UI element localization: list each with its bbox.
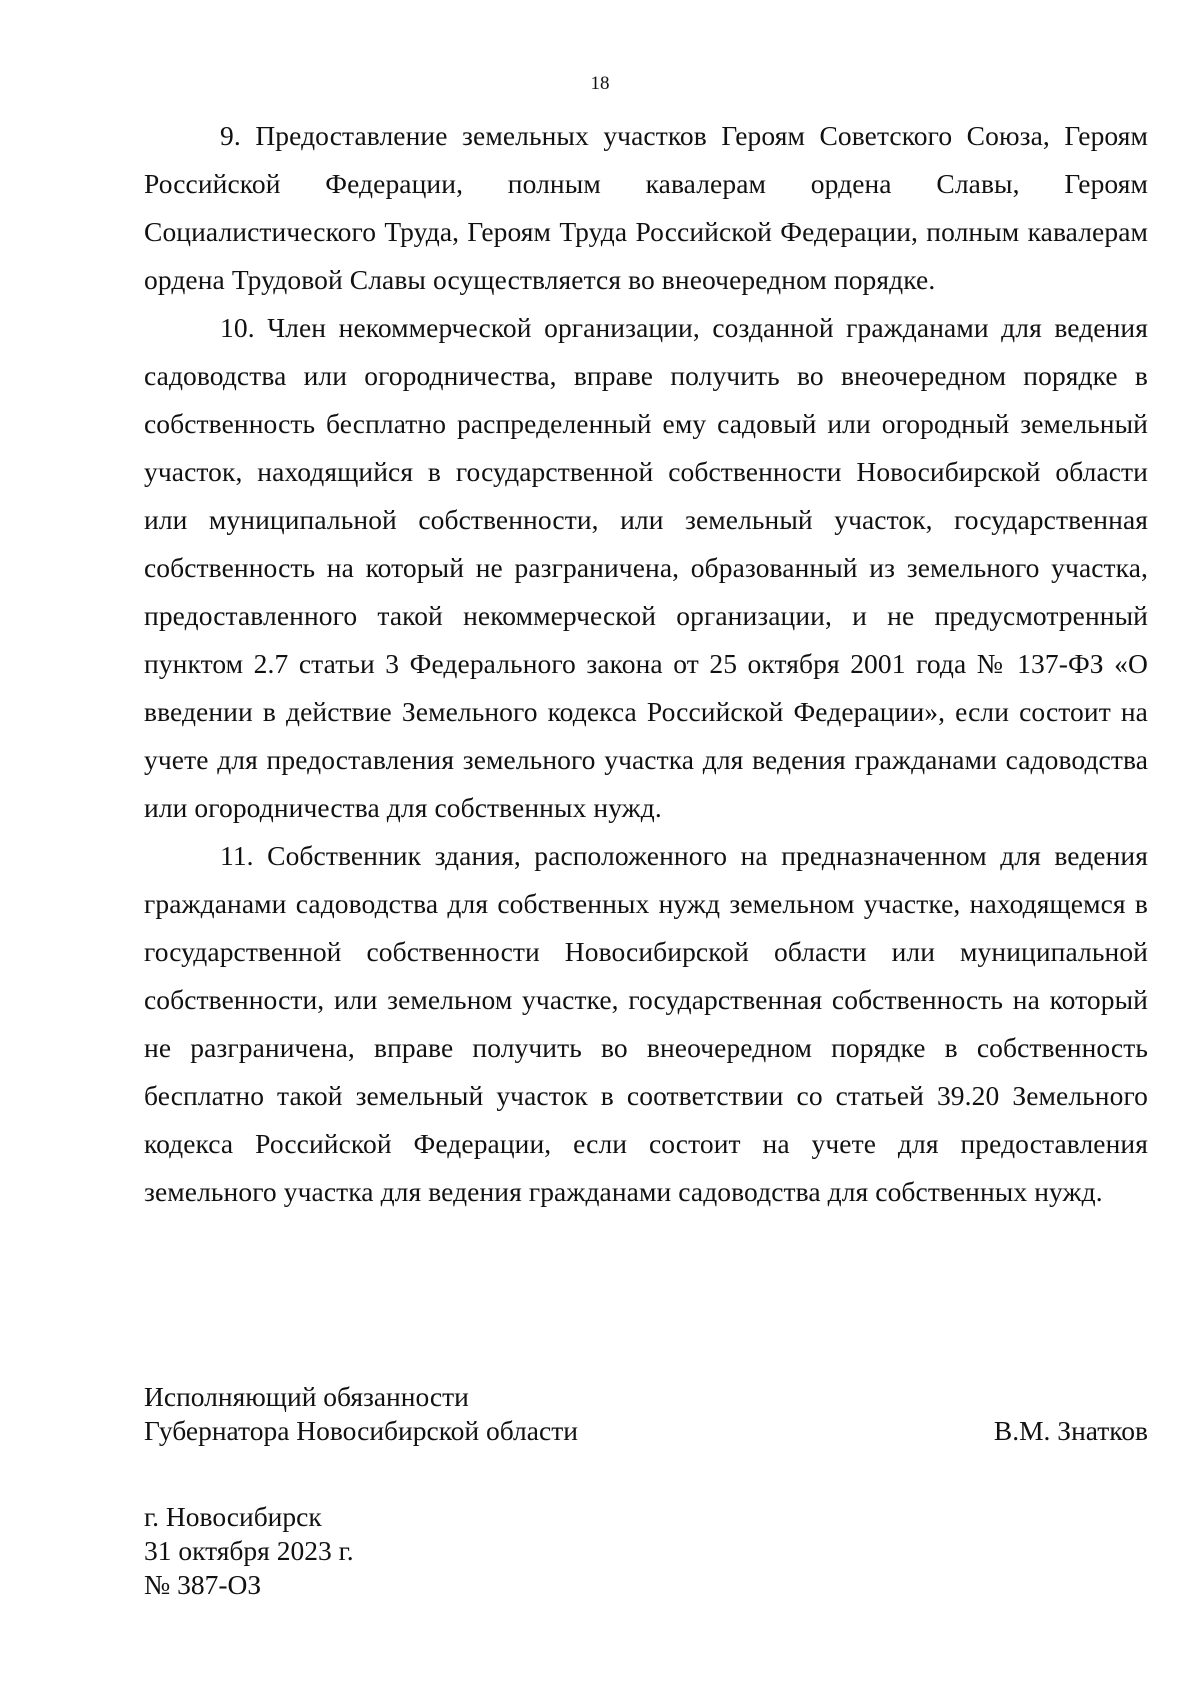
law-number: № 387-ОЗ: [144, 1569, 262, 1600]
law-date: 31 октября 2023 г.: [144, 1535, 354, 1566]
document-body: [144, 112, 1148, 1216]
place-date-block: [144, 1500, 354, 1602]
page-number: 18: [590, 73, 610, 94]
signatory-position: [144, 1380, 578, 1448]
paragraph-11: 11. Собственник здания, расположенного на предназначенном для ведения гражданами садоводства для собственных нужд земельном участке, находящемся в государственной собственности Новосибирской области или муниципальной собственности, или земельном участке, государственная собственность на который не разграничена, вправе получить во внеочередном порядке в собственность бесплатно такой земельный участок в соответствии со статьей 39.20 Земельного кодекса Российской Федерации, если состоит на учете для предоставления земельного участка для ведения гражданами садоводства для собственных нужд.: [144, 840, 1148, 1207]
paragraph-10: 10. Член некоммерческой организации, созданной гражданами для ведения садоводства или огородничества, вправе получить во внеочередном порядке в собственность бесплатно распределенный ему садовый или огородный земельный участок, находящийся в государственной собственности Новосибирской области или муниципальной собственности, или земельный участок, государственная собственность на который не разграничена, образованный из земельного участка, предоставленного такой некоммерческой организации, и не предусмотренный пунктом 2.7 статьи 3 Федерального закона от 25 октября 2001 года № 137-ФЗ «О введении в действие Земельного кодекса Российской Федерации», если состоит на учете для предоставления земельного участка для ведения гражданами садоводства или огородничества для собственных нужд.: [144, 312, 1148, 823]
position-line-2: Губернатора Новосибирской области: [144, 1415, 578, 1446]
paragraph-9: 9. Предоставление земельных участков Героям Советского Союза, Героям Российской Федерации, полным кавалерам ордена Славы, Героям Социалистического Труда, Героям Труда Российской Федерации, полным кавалерам ордена Трудовой Славы осуществляется во внеочередном порядке.: [144, 120, 1148, 295]
signatory-name: В.М. Знатков: [993, 1415, 1148, 1446]
position-line-1: Исполняющий обязанности: [144, 1381, 469, 1412]
signature-block: [144, 1380, 1148, 1448]
city: г. Новосибирск: [144, 1501, 322, 1532]
